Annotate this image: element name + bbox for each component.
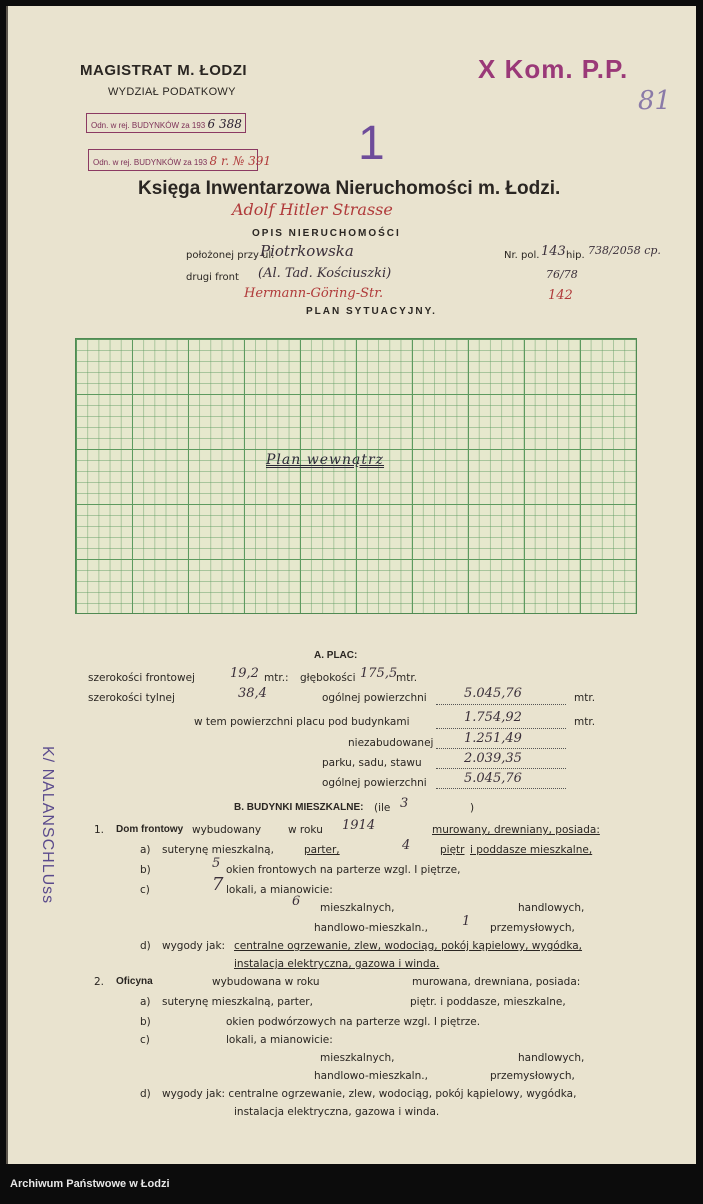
oficyna-num: 2. [94, 976, 105, 988]
dom-w-roku: w roku [288, 824, 323, 836]
dom-d: d) [140, 940, 151, 952]
niezabud-value: 1.251,49 [464, 731, 522, 746]
park-label: parku, sadu, stawu [322, 757, 422, 769]
polozonej-label: położonej przy ul. [186, 250, 275, 261]
ogolnej2-value: 5.045,76 [464, 771, 522, 786]
glebokosci-label: głębokości [300, 672, 356, 684]
drugi-front-label: drugi front [186, 272, 239, 283]
dom-przem: przemysłowych, [490, 922, 575, 934]
szer-front-label: szerokości frontowej [88, 672, 195, 684]
dom-a-text: suterynę mieszkalną, [162, 844, 274, 856]
dom-material: murowany, drewniany, posiada: [432, 824, 600, 836]
rule-2 [436, 728, 566, 729]
hip-value: 738/2058 cp. [588, 244, 661, 257]
document-title: Księga Inwentarzowa Nieruchomości m. Łodzi. [138, 178, 561, 199]
dom-pieter-value: 4 [402, 838, 411, 853]
polozonej-value: Piotrkowska [260, 242, 354, 260]
ile-value: 3 [400, 796, 409, 811]
plac-heading: A. PLAC: [314, 650, 358, 661]
rule-1 [436, 704, 566, 705]
szer-tyl-value: 38,4 [238, 686, 267, 701]
side-stamp: K/ NALANSCHLUss [39, 746, 56, 905]
oficyna-handl: handlowych, [518, 1052, 585, 1064]
plan-note: Plan wewnątrz [266, 452, 385, 468]
dom-d-items: centralne ogrzewanie, zlew, wodociąg, pokój kąpielowy, wygódka, [234, 940, 583, 952]
oficyna-handl-mieszk: handlowo-mieszkaln., [314, 1070, 428, 1082]
dom-b: b) [140, 864, 151, 876]
dom-parter: parter, [304, 844, 340, 856]
oficyna-b: b) [140, 1016, 151, 1028]
opis-heading: OPIS NIERUCHOMOŚCI [252, 228, 401, 239]
dom-built: wybudowany [192, 824, 262, 836]
oficyna-a-text: suterynę mieszkalną, parter, [162, 996, 313, 1008]
volume-number: 1 [358, 117, 385, 170]
oficyna-pieter: piętr. i poddasze, mieszkalne, [410, 996, 566, 1008]
mtr-suffix-2: mtr. [574, 716, 596, 728]
dom-mieszk-value: 6 [292, 894, 301, 909]
document-page [6, 6, 696, 1164]
dom-num: 1. [94, 824, 105, 836]
dom-a: a) [140, 844, 151, 856]
rule-5 [436, 788, 566, 789]
magistrat-heading: MAGISTRAT M. ŁODZI [80, 62, 248, 79]
mtr-suffix-1: mtr. [574, 692, 596, 704]
red-annotation: Adolf Hitler Strasse [232, 200, 393, 219]
corner-mark: 81 [638, 86, 672, 116]
oficyna-d-text2: instalacja elektryczna, gazowa i winda. [234, 1106, 440, 1118]
dom-label: Dom frontowy [116, 824, 184, 835]
plan-grid [75, 338, 637, 614]
archive-footer: Archiwum Państwowe w Łodzi [10, 1178, 170, 1190]
dom-handl: handlowych, [518, 902, 585, 914]
oficyna-material: murowana, drewniana, posiada: [412, 976, 581, 988]
mtr-label: mtr.: [264, 672, 289, 684]
plan-heading: PLAN SYTUACYJNY. [306, 306, 437, 317]
oficyna-built: wybudowana w roku [212, 976, 320, 988]
oficyna-d-text: wygody jak: centralne ogrzewanie, zlew, wodociąg, pokój kąpielowy, wygódka, [162, 1088, 577, 1100]
ogolnej-label: ogólnej powierzchni [322, 692, 427, 704]
commission-stamp: X Kom. P.P. [478, 54, 629, 84]
budynki-heading: B. BUDYNKI MIESZKALNE: [234, 802, 364, 813]
dom-c: c) [140, 884, 150, 896]
oficyna-b-text: okien podwórzowych na parterze wzgl. I piętrze. [226, 1016, 481, 1028]
dom-pieter: piętr [440, 844, 465, 856]
wydzial-heading: WYDZIAŁ PODATKOWY [108, 86, 236, 98]
oficyna-c-text: lokali, a mianowicie: [226, 1034, 333, 1046]
dom-b-text: okien frontowych na parterze wzgl. I piętrze, [226, 864, 461, 876]
rule-4 [436, 768, 566, 769]
dom-przem-value: 1 [462, 914, 471, 929]
szer-front-value: 19,2 [230, 666, 259, 681]
rule-3 [436, 748, 566, 749]
hip-label: hip. [566, 250, 585, 261]
pod-budynkami-value: 1.754,92 [464, 710, 522, 725]
dom-mieszk: mieszkalnych, [320, 902, 395, 914]
oficyna-label: Oficyna [116, 976, 153, 987]
szer-tyl-label: szerokości tylnej [88, 692, 175, 704]
park-value: 2.039,35 [464, 751, 522, 766]
ogolnej2-label: ogólnej powierzchni [322, 777, 427, 789]
dom-handl-mieszk: handlowo-mieszkaln., [314, 922, 428, 934]
dom-b-value: 5 [212, 856, 221, 871]
drugi-front-red: Hermann-Göring-Str. [244, 286, 384, 301]
dom-poddasze: i poddasze mieszkalne, [470, 844, 593, 856]
oficyna-c: c) [140, 1034, 150, 1046]
ogolnej-value: 5.045,76 [464, 686, 522, 701]
dom-c-value: 7 [212, 874, 224, 895]
oficyna-a: a) [140, 996, 151, 1008]
oficyna-d: d) [140, 1088, 151, 1100]
drugi-front-value: (Al. Tad. Kościuszki) [258, 266, 392, 281]
oficyna-mieszk: mieszkalnych, [320, 1052, 395, 1064]
dom-year: 1914 [342, 818, 376, 833]
glebokosci-value: 175,5 [360, 666, 398, 681]
niezabud-label: niezabudowanej [348, 737, 434, 749]
ile-label: (ile [374, 802, 391, 814]
dom-c-text: lokali, a mianowicie: [226, 884, 333, 896]
dom-d-text: wygody jak: [162, 940, 226, 952]
oficyna-przem: przemysłowych, [490, 1070, 575, 1082]
mtr2-label: mtr. [396, 672, 418, 684]
w-tem-label: w tem powierzchni placu pod budynkami [194, 716, 410, 728]
nr-pol-label: Nr. pol. [504, 250, 540, 261]
ile-close: ) [470, 802, 475, 814]
nr-pol-value: 143 [541, 244, 566, 259]
dom-d-items2: instalacja elektryczna, gazowa i winda. [234, 958, 440, 970]
registry-stamp-2: Odn. w rej. BUDYNKÓW za 193 8 r. № 391 [88, 149, 258, 171]
registry-stamp-1: Odn. w rej. BUDYNKÓW za 193 6 388 [86, 113, 246, 133]
drugi-nr: 76/78 [546, 268, 578, 281]
drugi-nr-red: 142 [548, 288, 573, 303]
